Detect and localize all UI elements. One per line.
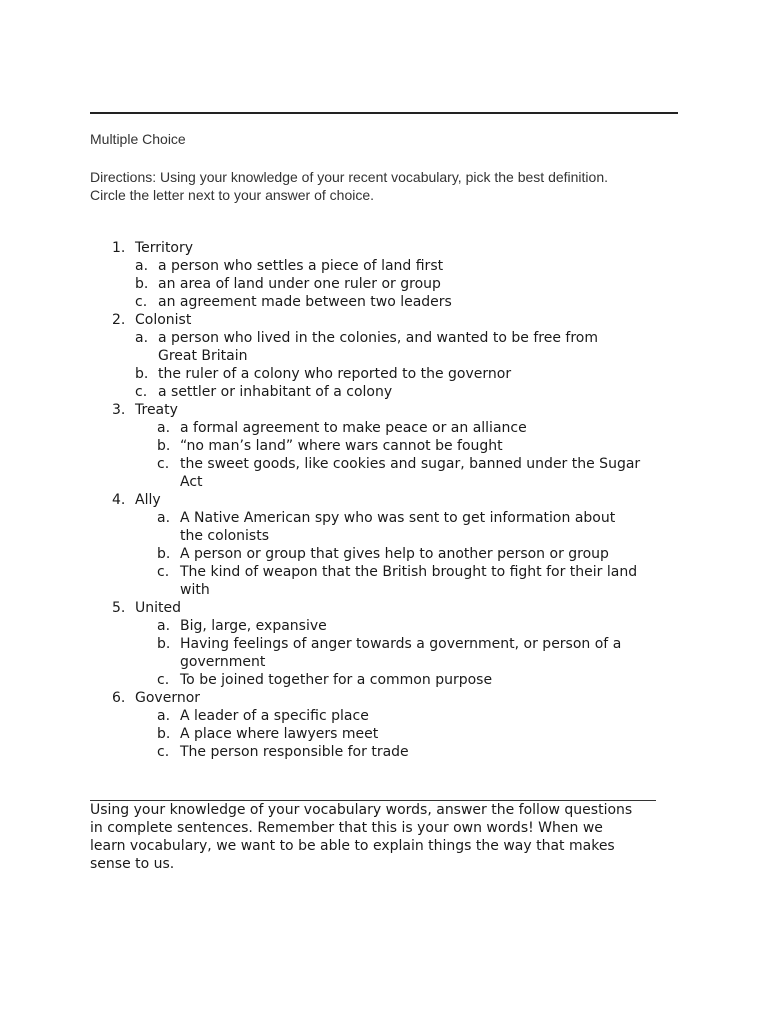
instruction-line: learn vocabulary, we want to be able to explain things the way that makes (90, 838, 615, 854)
answer-option[interactable] (90, 275, 690, 293)
answer-option[interactable] (90, 419, 690, 437)
question-number: 1. (112, 240, 126, 256)
option-text: The kind of weapon that the British brought to fight for their land (180, 564, 638, 580)
question-number: 2. (112, 312, 126, 328)
option-text-continued: Great Britain (158, 348, 248, 364)
answer-option[interactable] (90, 725, 690, 743)
section-heading: Multiple Choice (90, 131, 186, 147)
option-letter[interactable]: a. (135, 258, 149, 274)
option-letter[interactable]: a. (157, 510, 171, 526)
option-text: the sweet goods, like cookies and sugar, banned under the Sugar (180, 456, 641, 472)
answer-option[interactable] (90, 293, 690, 311)
answer-option[interactable] (90, 671, 690, 689)
question-term: United (135, 600, 181, 616)
option-text: The person responsible for trade (180, 744, 409, 760)
option-text: Big, large, expansive (180, 618, 327, 634)
option-list (90, 617, 690, 689)
option-text: A leader of a specific place (180, 708, 369, 724)
option-text-continued: the colonists (180, 528, 269, 544)
answer-option[interactable] (90, 329, 690, 365)
option-letter[interactable]: b. (135, 276, 149, 292)
question (90, 599, 690, 617)
option-letter[interactable]: a. (157, 420, 171, 436)
option-text: A Native American spy who was sent to get information about (180, 510, 616, 526)
directions-line: Directions: Using your knowledge of your recent vocabulary, pick the best definition. (90, 169, 609, 185)
question-number: 4. (112, 492, 126, 508)
short-answer-instructions (90, 801, 690, 873)
option-text: an area of land under one ruler or group (158, 276, 441, 292)
top-divider (90, 112, 678, 114)
option-letter[interactable]: b. (157, 636, 171, 652)
question-term: Treaty (135, 402, 178, 418)
question-number: 6. (112, 690, 126, 706)
question-term: Colonist (135, 312, 192, 328)
option-text: a person who lived in the colonies, and wanted to be free from (158, 330, 598, 346)
question (90, 491, 690, 509)
question-term: Governor (135, 690, 201, 706)
answer-option[interactable] (90, 617, 690, 635)
option-text: a formal agreement to make peace or an alliance (180, 420, 527, 436)
option-letter[interactable]: b. (135, 366, 149, 382)
option-letter[interactable]: c. (157, 456, 170, 472)
option-text-continued: with (180, 582, 210, 598)
option-text: the ruler of a colony who reported to the governor (158, 366, 512, 382)
option-text-continued: government (180, 654, 266, 670)
answer-option[interactable] (90, 383, 690, 401)
option-letter[interactable]: a. (135, 330, 149, 346)
option-letter[interactable]: b. (157, 726, 171, 742)
question (90, 401, 690, 419)
directions-line: Circle the letter next to your answer of choice. (90, 187, 375, 203)
option-text: To be joined together for a common purpose (180, 672, 493, 688)
question-number: 5. (112, 600, 126, 616)
question-list (90, 239, 690, 761)
option-list (90, 419, 690, 491)
option-letter[interactable]: c. (135, 294, 148, 310)
answer-option[interactable] (90, 509, 690, 545)
option-text: a person who settles a piece of land first (158, 258, 444, 274)
option-letter[interactable]: b. (157, 546, 171, 562)
option-letter[interactable]: c. (157, 564, 170, 580)
answer-option[interactable] (90, 545, 690, 563)
option-letter[interactable]: a. (157, 618, 171, 634)
option-letter[interactable]: c. (157, 672, 170, 688)
option-text: A person or group that gives help to another person or group (180, 546, 609, 562)
answer-option[interactable] (90, 437, 690, 455)
option-text: Having feelings of anger towards a government, or person of a (180, 636, 622, 652)
option-text: “no man’s land” where wars cannot be fought (180, 438, 503, 454)
answer-option[interactable] (90, 257, 690, 275)
directions (90, 168, 690, 204)
question (90, 311, 690, 329)
answer-option[interactable] (90, 455, 690, 491)
option-letter[interactable]: c. (135, 384, 148, 400)
answer-option[interactable] (90, 743, 690, 761)
option-text: a settler or inhabitant of a colony (158, 384, 393, 400)
instruction-line: Using your knowledge of your vocabulary words, answer the follow questions (90, 802, 633, 818)
instruction-line: in complete sentences. Remember that this is your own words! When we (90, 820, 603, 836)
option-list (90, 707, 690, 761)
question-term: Territory (135, 240, 194, 256)
answer-option[interactable] (90, 563, 690, 599)
option-list (90, 329, 690, 401)
question-term: Ally (135, 492, 161, 508)
answer-option[interactable] (90, 707, 690, 725)
question-number: 3. (112, 402, 126, 418)
option-letter[interactable]: a. (157, 708, 171, 724)
option-letter[interactable]: c. (157, 744, 170, 760)
answer-option[interactable] (90, 365, 690, 383)
option-text: an agreement made between two leaders (158, 294, 452, 310)
option-list (90, 257, 690, 311)
option-text-continued: Act (180, 474, 203, 490)
question (90, 689, 690, 707)
instruction-line: sense to us. (90, 856, 175, 872)
option-list (90, 509, 690, 599)
option-letter[interactable]: b. (157, 438, 171, 454)
question (90, 239, 690, 257)
option-text: A place where lawyers meet (180, 726, 379, 742)
answer-option[interactable] (90, 635, 690, 671)
